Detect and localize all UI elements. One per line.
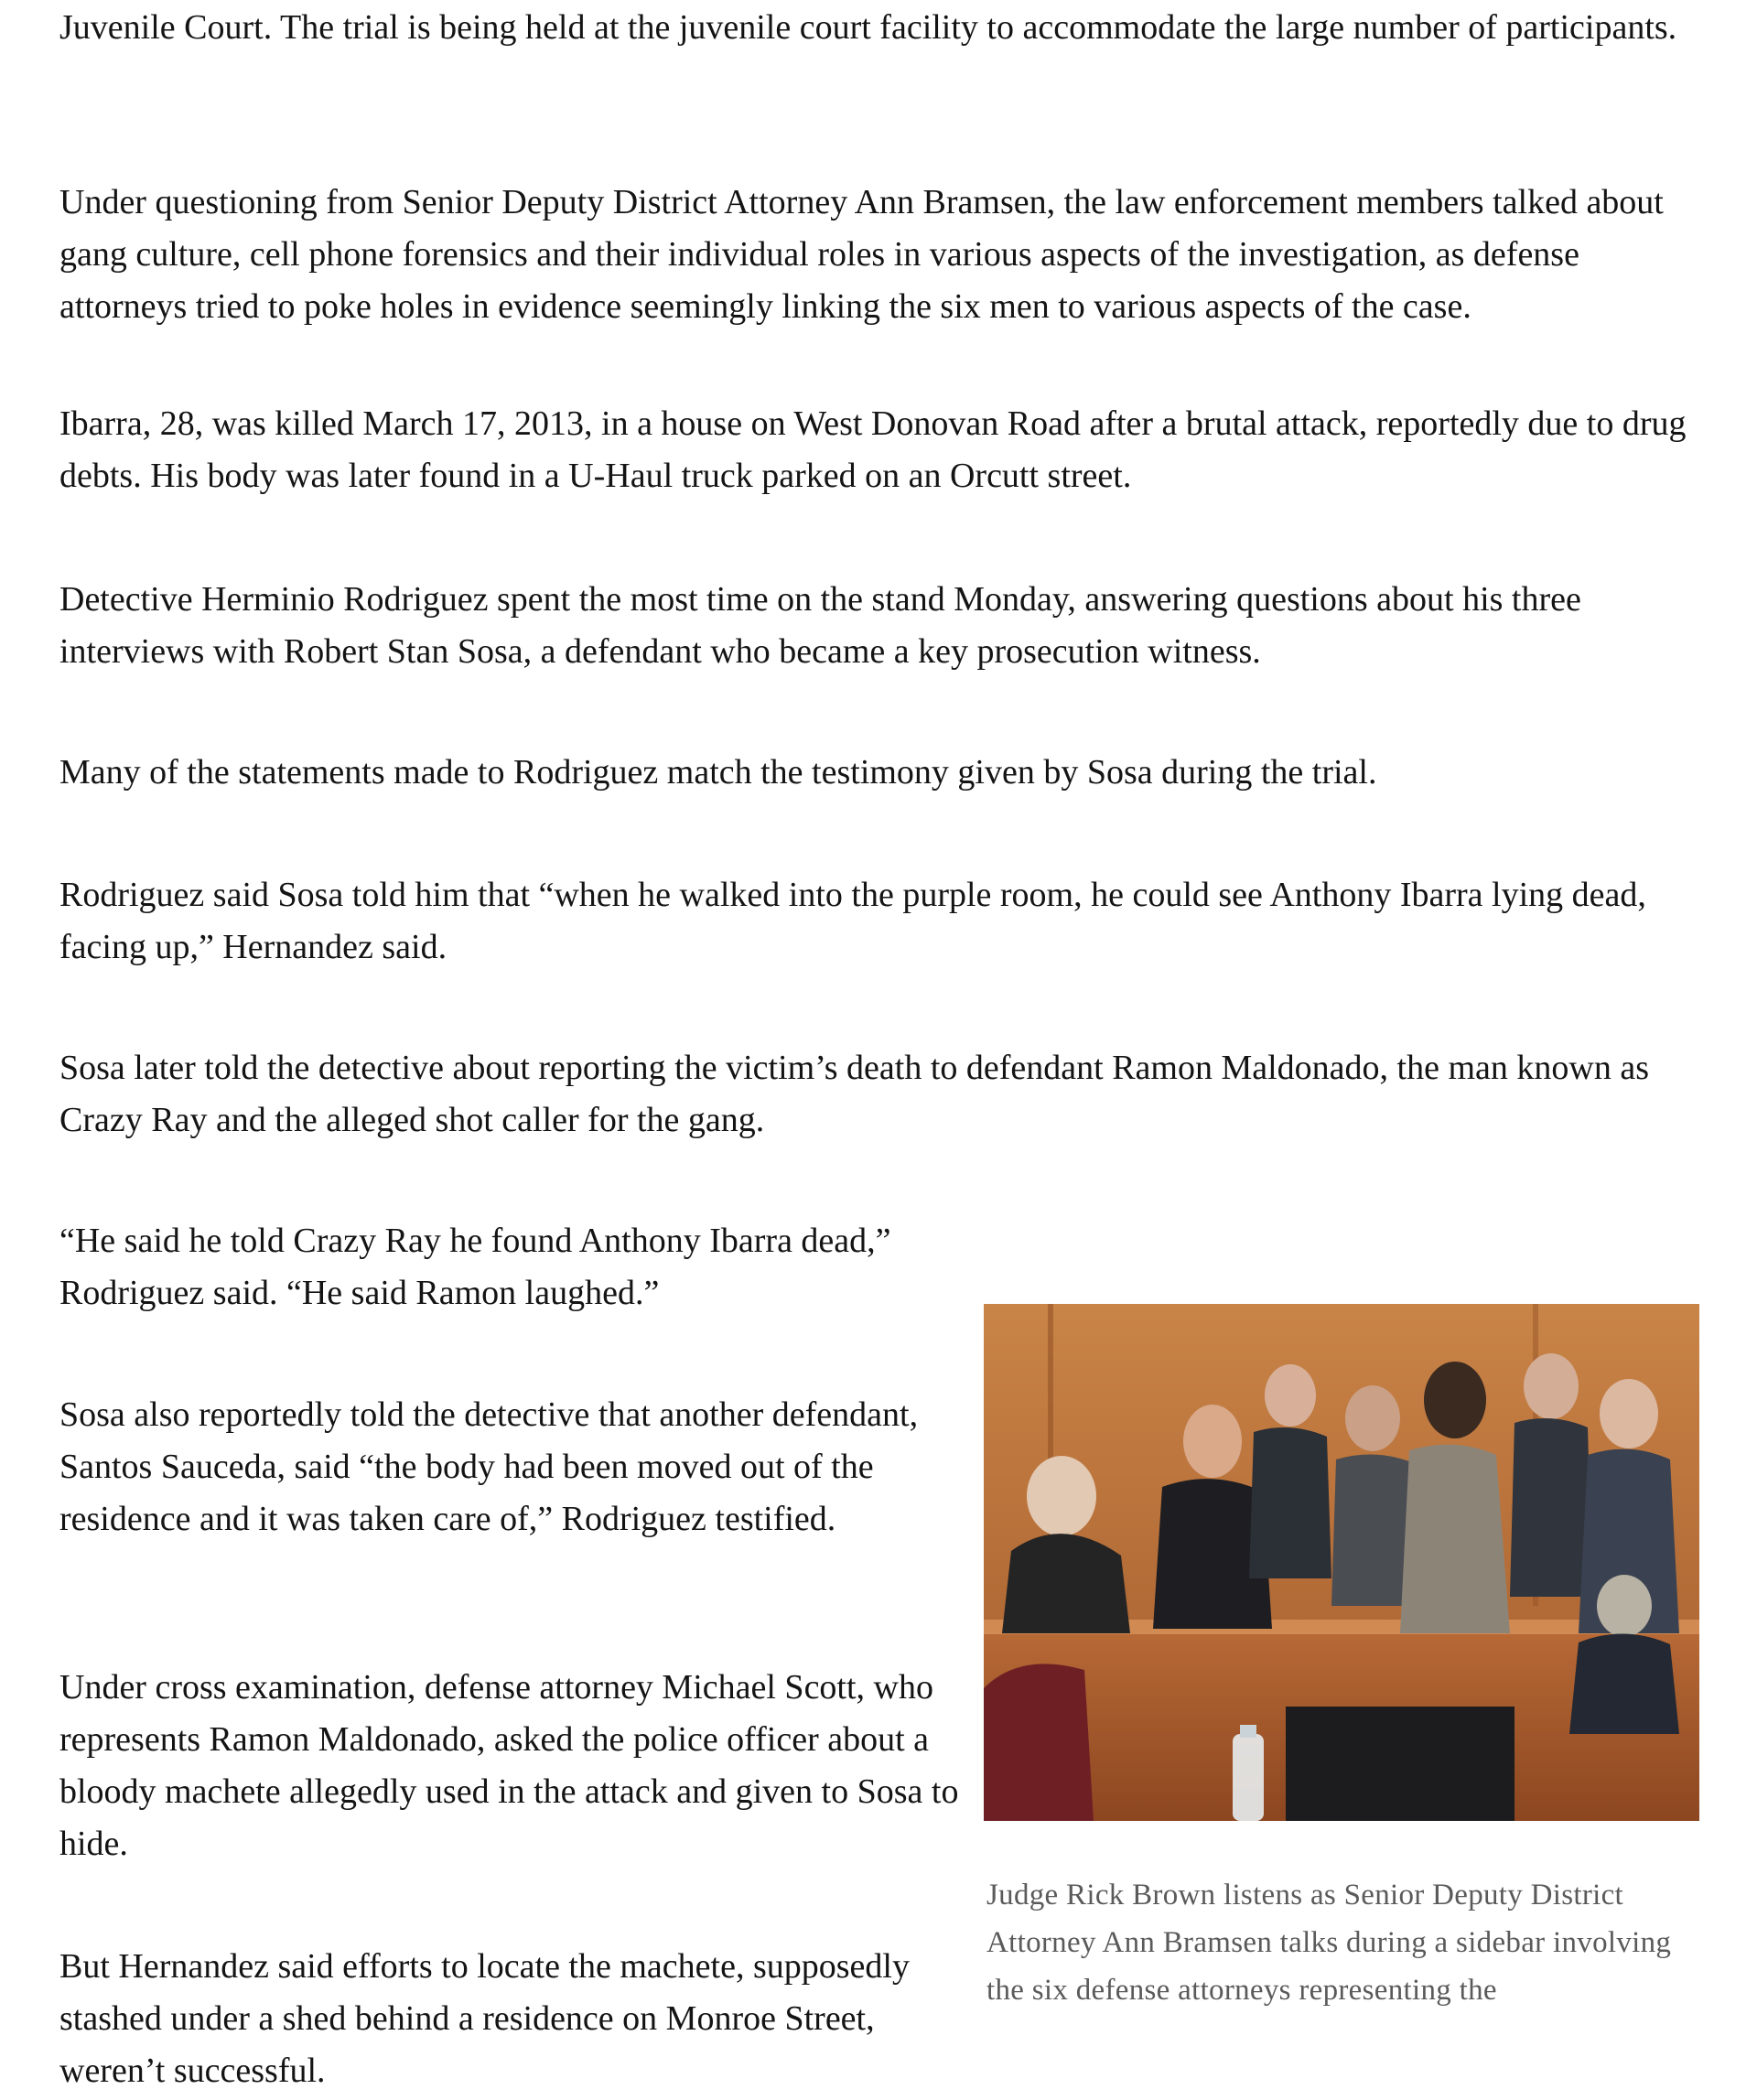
article-paragraph: Detective Herminio Rodriguez spent the most time on the stand Monday, answering questions about his three interviews with Robert Stan Sosa, a defendant who became a key prosecution witness. [59, 580, 1581, 671]
article-paragraph: Sosa also reportedly told the detective that another defendant, Santos Sauceda, said “the body had been moved out of the residence and it was taken care of,” Rodriguez testified. [59, 1395, 919, 1538]
article-paragraph: “He said he told Crazy Ray he found Anthony Ibarra dead,” Rodriguez said. “He said Ramon laughed.” [59, 1222, 891, 1312]
article-paragraph: Ibarra, 28, was killed March 17, 2013, in a house on West Donovan Road after a brutal attack, reportedly due to drug debts. His body was later found in a U-Haul truck parked on an Orcutt street. [59, 404, 1687, 495]
article-paragraph: Many of the statements made to Rodriguez match the testimony given by Sosa during the trial. [59, 753, 1377, 792]
article-paragraph: Under questioning from Senior Deputy District Attorney Ann Bramsen, the law enforcement members talked about gang culture, cell phone forensics and their individual roles in various aspects of the investigation, as defense attorneys tried to poke holes in evidence seemingly linking the six men to various aspects of the case. [59, 183, 1664, 326]
article-paragraph: But Hernandez said efforts to locate the machete, supposedly stashed under a shed behind a residence on Monroe Street, weren’t successful. [59, 1947, 910, 2090]
article-paragraph: Rodriguez said Sosa told him that “when he walked into the purple room, he could see Anthony Ibarra lying dead, facing up,” Hernandez said. [59, 876, 1646, 966]
article-paragraph: Under cross examination, defense attorney Michael Scott, who represents Ramon Maldonado, asked the police officer about a bloody machete allegedly used in the attack and given to Sosa to hide. [59, 1668, 959, 1863]
article-paragraph: Sosa later told the detective about reporting the victim’s death to defendant Ramon Maldonado, the man known as Crazy Ray and the alleged shot caller for the gang. [59, 1049, 1649, 1139]
courtroom-photo [984, 1304, 1699, 1821]
photo-caption: Judge Rick Brown listens as Senior Deputy District Attorney Ann Bramsen talks during a sidebar involving the six defense attorneys representing the [986, 1879, 1672, 2007]
article-paragraph: Juvenile Court. The trial is being held at the juvenile court facility to accommodate the large number of participants. [59, 8, 1677, 47]
